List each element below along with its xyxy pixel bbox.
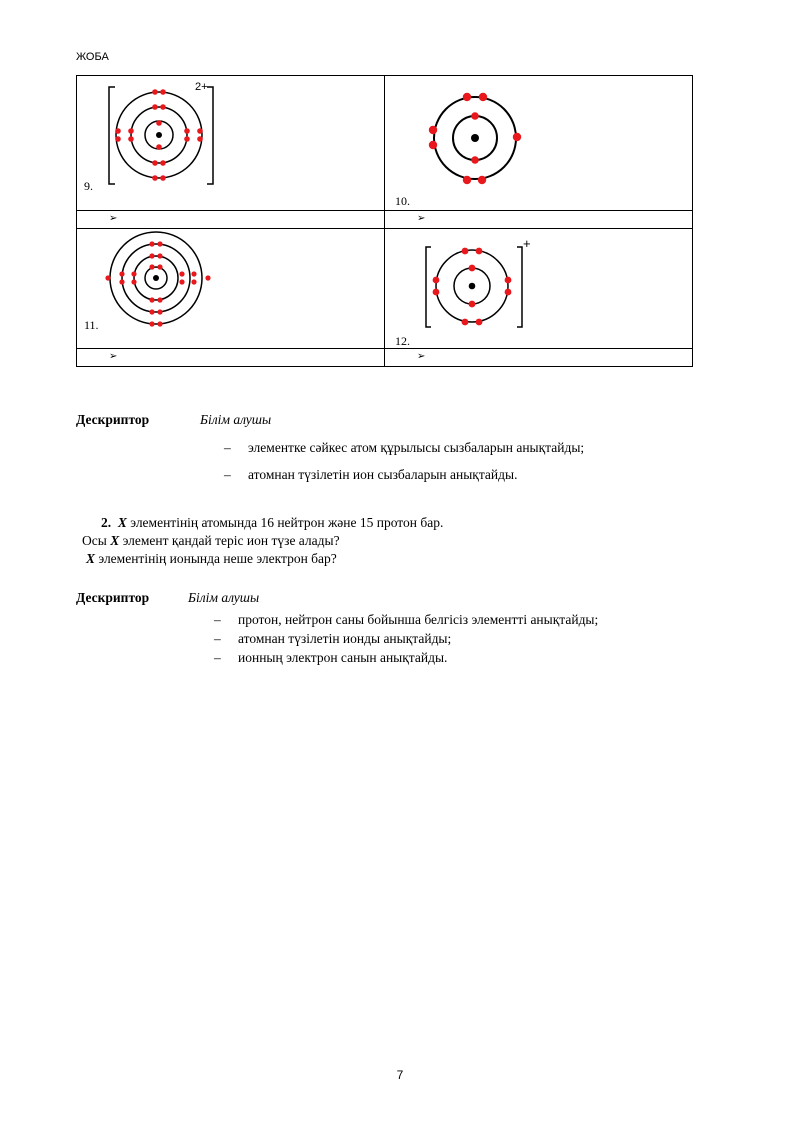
table-divider: [77, 210, 692, 211]
descriptor-title: Дескриптор: [76, 412, 150, 427]
header-label: ЖОБА: [76, 51, 109, 63]
arrow-bullet-icon: ➢: [109, 351, 118, 362]
atom-diagram-9: [97, 81, 247, 189]
descriptor-item: – атомнан түзілетін ионды анықтайды;: [214, 631, 452, 646]
task-line: Осы X элемент қандай теріс ион түзе алады?: [82, 533, 340, 548]
atom-diagram-table: [76, 75, 693, 367]
descriptor-item: – ионның электрон санын анықтайды.: [214, 650, 448, 665]
descriptor-title: Дескриптор: [76, 590, 150, 605]
table-divider-vertical: [384, 76, 385, 366]
ion-charge-label: +: [523, 236, 531, 251]
task-line: X элементінің ионында неше электрон бар?: [86, 551, 337, 566]
descriptor-subtitle: Білім алушы: [200, 412, 272, 427]
arrow-bullet-icon: ➢: [109, 213, 118, 224]
cell-number: 10.: [395, 194, 410, 208]
page-number: 7: [396, 1068, 404, 1082]
cell-number: 12.: [395, 334, 410, 348]
atom-diagram-12: [417, 238, 537, 338]
cell-number: 11.: [84, 318, 99, 332]
descriptor-item: – элементке сәйкес атом құрылысы сызбаларын анықтайды;: [224, 440, 585, 455]
descriptor-item: – протон, нейтрон саны бойынша белгісіз элементті анықтайды;: [214, 612, 599, 627]
descriptor-subtitle: Білім алушы: [188, 590, 260, 605]
descriptor-item: – атомнан түзілетін ион сызбаларын анықтайды.: [224, 467, 518, 482]
atom-diagram-11: [99, 231, 229, 331]
table-divider: [77, 228, 692, 229]
arrow-bullet-icon: ➢: [417, 351, 426, 362]
cell-number: 9.: [84, 179, 93, 193]
ion-charge-label: 2+: [195, 81, 208, 93]
task-line: 2. X элементінің атомында 16 нейтрон және 15 протон бар.: [101, 515, 444, 530]
table-divider: [77, 348, 692, 349]
arrow-bullet-icon: ➢: [417, 213, 426, 224]
atom-diagram-10: [422, 86, 522, 186]
